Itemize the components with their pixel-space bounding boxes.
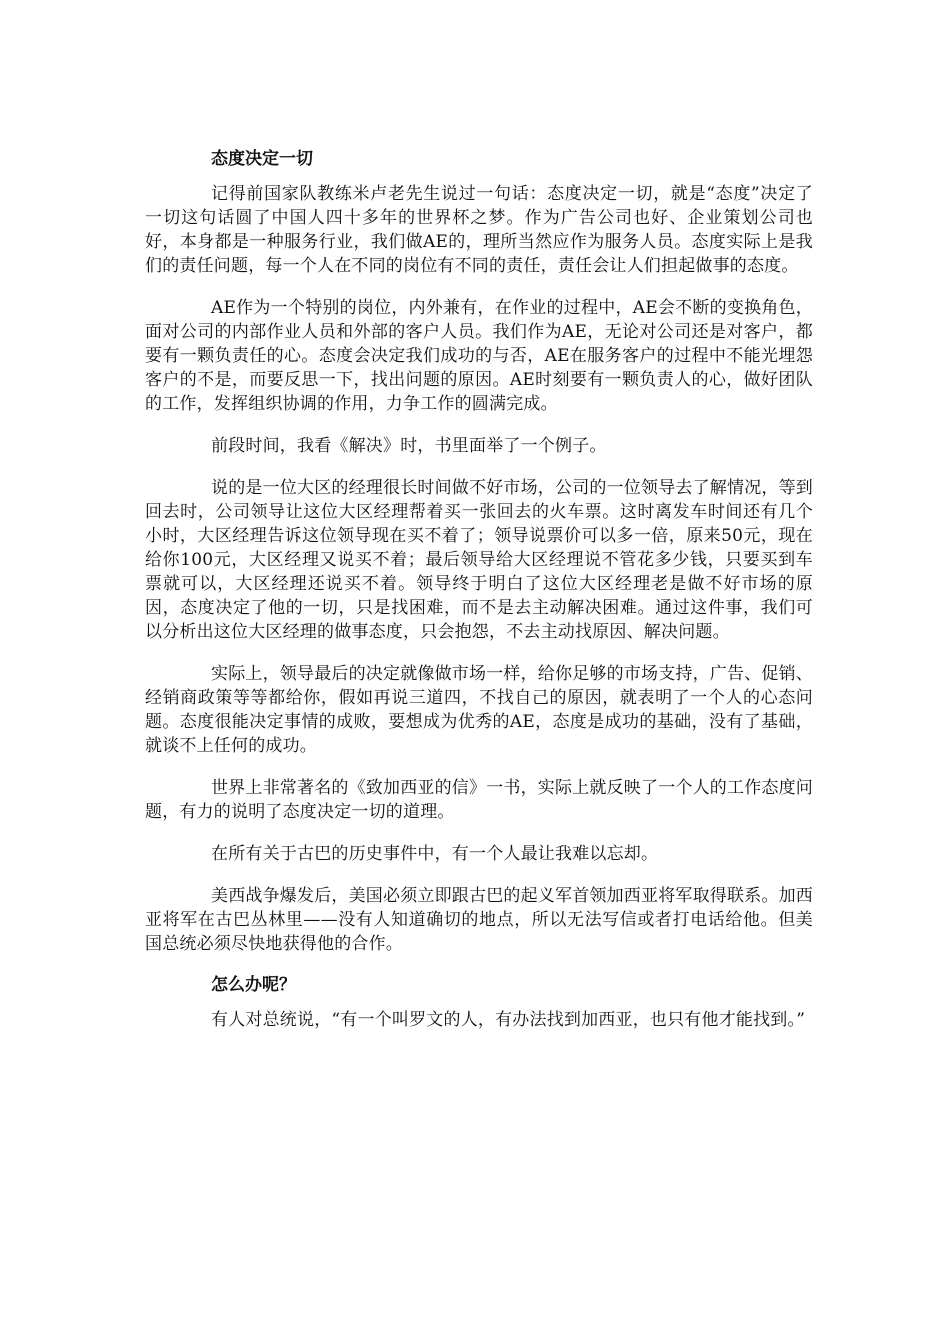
paragraph-7: 在所有关于古巴的历史事件中，有一个人最让我难以忘却。 xyxy=(211,844,659,864)
paragraph-2: AE作为一个特别的岗位，内外兼有，在作业的过程中，AE会不断的变换角色，面对公司的内部作业人员和外部的客户人员。我们作为AE，无论对公司还是对客户，都要有一颗负责任的心。态度会决定我们成功的与否，AE在服务客户的过程中不能光埋怨客户的不是，而要反思一下，找出问题的原因。AE时刻要有一颗负责人的心，做好团队的工作，发挥组织协调的作用，力争工作的圆满完成。 xyxy=(145,298,813,414)
closing-paragraph: 有人对总统说，“有一个叫罗文的人，有办法找到加西亚，也只有他才能找到。” xyxy=(211,1010,806,1030)
document-title: 态度决定一切 xyxy=(211,149,313,169)
paragraph-6: 世界上非常著名的《致加西亚的信》一书，实际上就反映了一个人的工作态度问题，有力的说明了态度决定一切的道理。 xyxy=(145,778,813,822)
paragraph-3: 前段时间，我看《解决》时，书里面举了一个例子。 xyxy=(211,436,607,456)
section-subheading: 怎么办呢？ xyxy=(211,975,296,995)
paragraph-1: 记得前国家队教练米卢老先生说过一句话：态度决定一切，就是“态度”决定了一切这句话圆了中国人四十多年的世界杯之梦。作为广告公司也好、企业策划公司也好，本身都是一种服务行业，我们做AE的，理所当然应作为服务人员。态度实际上是我们的责任问题，每一个人在不同的岗位有不同的责任，责任会让人们担起做事的态度。 xyxy=(145,184,813,276)
paragraph-8: 美西战争爆发后，美国必须立即跟古巴的起义军首领加西亚将军取得联系。加西亚将军在古巴丛林里——没有人知道确切的地点，所以无法写信或者打电话给他。但美国总统必须尽快地获得他的合作。 xyxy=(145,886,813,954)
paragraph-4: 说的是一位大区的经理很长时间做不好市场，公司的一位领导去了解情况，等到回去时，公司领导让这位大区经理帮着买一张回去的火车票。这时离发车时间还有几个小时，大区经理告诉这位领导现在买不着了；领导说票价可以多一倍，原来50元，现在给你100元，大区经理又说买不着；最后领导给大区经理说不管花多少钱，只要买到车票就可以，大区经理还说买不着。领导终于明白了这位大区经理老是做不好市场的原因，态度决定了他的一切，只是找困难，而不是去主动解决困难。通过这件事，我们可以分析出这位大区经理的做事态度，只会抱怨，不去主动找原因、解决问题。 xyxy=(145,478,813,642)
document-page xyxy=(145,148,813,1050)
paragraph-5: 实际上，领导最后的决定就像做市场一样，给你足够的市场支持，广告、促销、经销商政策等等都给你，假如再说三道四，不找自己的原因，就表明了一个人的心态问题。态度很能决定事情的成败，要想成为优秀的AE，态度是成功的基础，没有了基础，就谈不上任何的成功。 xyxy=(145,664,813,756)
